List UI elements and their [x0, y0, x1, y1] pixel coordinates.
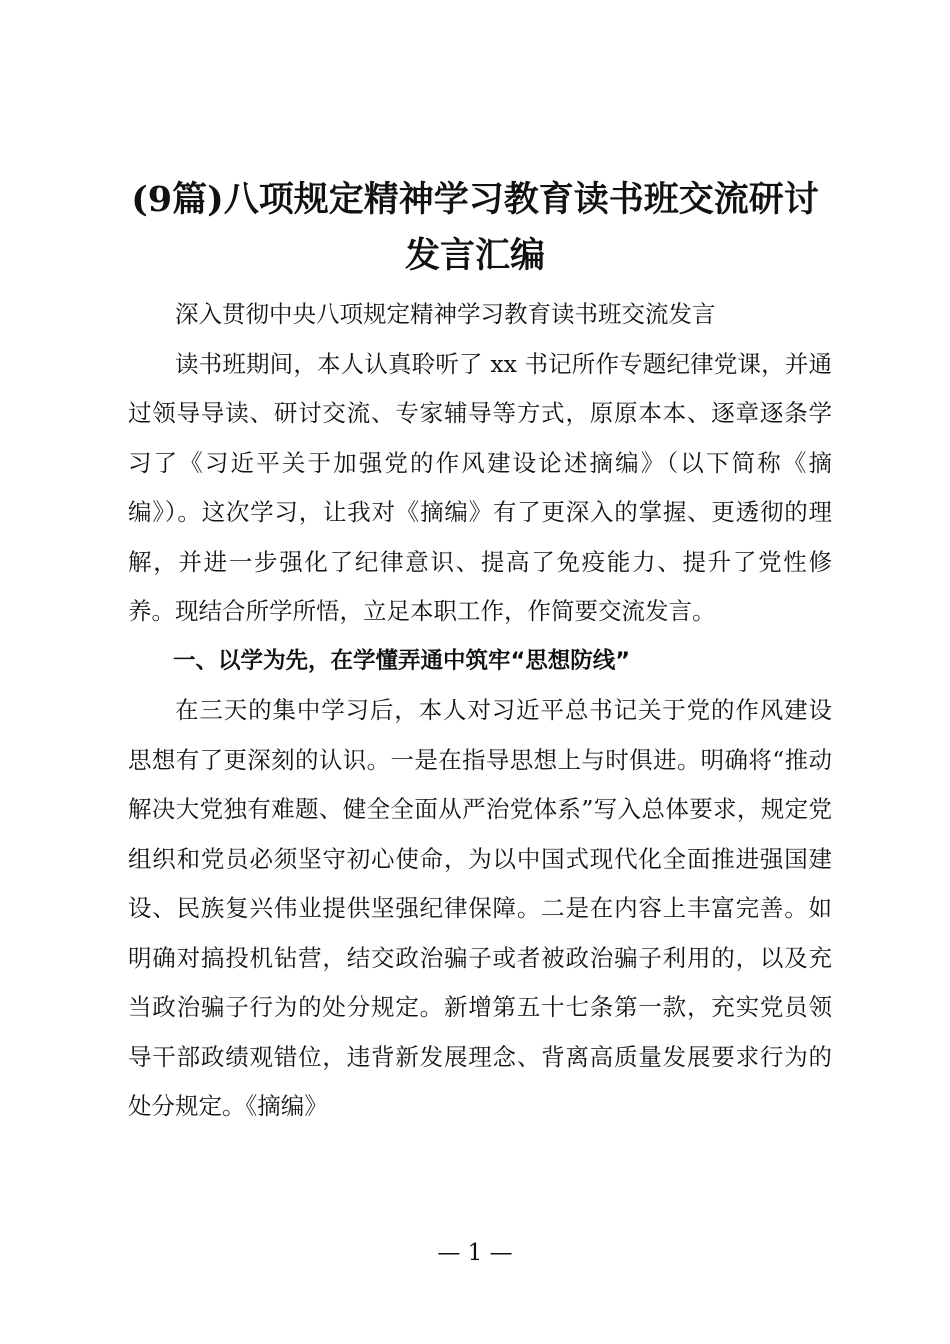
title-line-1: (9篇)八项规定精神学习教育读书班交流研讨: [131, 179, 819, 220]
title-line-2: 发言汇编: [404, 235, 545, 276]
document-subtitle: 深入贯彻中央八项规定精神学习教育读书班交流发言: [175, 300, 716, 328]
document-body: [128, 290, 832, 1132]
paragraph-intro: 读书班期间，本人认真聆听了 xx 书记所作专题纪律党课，并通过领导导读、研讨交流、专家辅导等方式，原原本本、逐章逐条学习了《习近平关于加强党的作风建设论述摘编》（以下简称《摘编》）。这次学习，让我对《摘编》有了更深入的掌握、更透彻的理解，并进一步强化了纪律意识、提高了免疫能力、提升了党性修养。现结合所学所悟，立足本职工作，作简要交流发言。: [128, 349, 832, 625]
paragraph-section-1: 在三天的集中学习后，本人对习近平总书记关于党的作风建设思想有了更深刻的认识。一是在指导思想上与时俱进。明确将“推动解决大党独有难题、健全全面从严治党体系”写入总体要求，规定党组织和党员必须坚守初心使命，为以中国式现代化全面推进强国建设、民族复兴伟业提供坚强纪律保障。二是在内容上丰富完善。如明确对搞投机钻营，结交政治骗子或者被政治骗子利用的，以及充当政治骗子行为的处分规定。新增第五十七条第一款，充实党员领导干部政绩观错位，违背新发展理念、背离高质量发展要求行为的处分规定。《摘编》: [128, 696, 832, 1120]
document-title: [95, 172, 855, 284]
section-heading-1: 一、以学为先，在学懂弄通中筑牢“思想防线”: [173, 647, 631, 674]
page-number: — 1 —: [437, 1240, 513, 1266]
